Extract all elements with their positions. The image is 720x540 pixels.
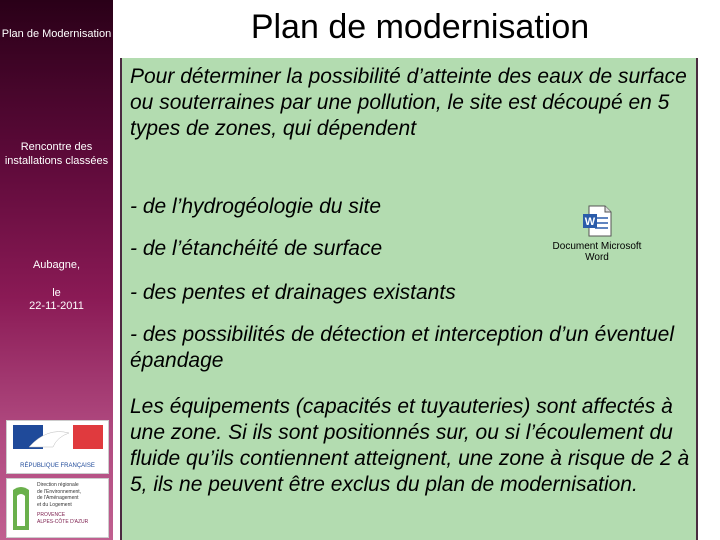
republique-francaise-logo: [6, 420, 109, 474]
embedded-word-document[interactable]: [547, 204, 647, 263]
svg-text:W: W: [584, 216, 596, 228]
sidebar-meeting: Rencontre des installations classées: [4, 141, 109, 167]
sidebar-header: Plan de Modernisation: [1, 28, 112, 40]
slide-content: [120, 58, 698, 540]
bullet-pentes: - des pentes et drainages existants: [130, 281, 456, 304]
dreal-line: de l'Environnement,: [37, 488, 82, 495]
embedded-object-caption: Document Microsoft Word: [552, 241, 642, 263]
dreal-line: PROVENCE: [37, 512, 66, 518]
logo-top-text: RÉPUBLIQUE FRANÇAISE: [20, 463, 95, 469]
sidebar: [0, 0, 113, 540]
word-document-icon: [581, 204, 613, 238]
sidebar-location: Aubagne,: [32, 259, 81, 271]
slide-title: Plan de modernisation: [250, 8, 590, 46]
bullet-etancheite: - de l’étanchéité de surface: [130, 237, 383, 260]
sidebar-date: 22-11-2011: [29, 300, 84, 312]
dreal-line: de l'Aménagement: [37, 495, 79, 501]
equipment-paragraph: Les équipements (capacités et tuyauteries) sont affectés à une zone. Si ils sont positionnés sur, ou si l’écoulement du fluide qu’ils contiennent atteignent, une zone à risque de 2 à 5, ils ne peuvent être exclus du plan de modernisation.: [130, 395, 690, 496]
sidebar-date-prefix: le: [52, 287, 61, 299]
dreal-text: [37, 482, 105, 525]
bullet-hydrogeologie: - de l’hydrogéologie du site: [130, 195, 381, 218]
dreal-line: Direction régionale: [37, 482, 79, 488]
bullet-detection: - des possibilités de détection et interception d’un éventuel épandage: [130, 323, 675, 372]
dreal-emblem-icon: [9, 480, 33, 536]
marianne-icon: [7, 421, 108, 457]
intro-paragraph: Pour déterminer la possibilité d’atteinte des eaux de surface ou souterraines par une pollution, le site est découpé en 5 types de zones, qui dépendent: [130, 65, 687, 140]
dreal-line: ALPES-CÔTE D'AZUR: [37, 518, 89, 525]
dreal-line: et du Logement: [37, 501, 72, 508]
dreal-logo: [6, 478, 109, 538]
